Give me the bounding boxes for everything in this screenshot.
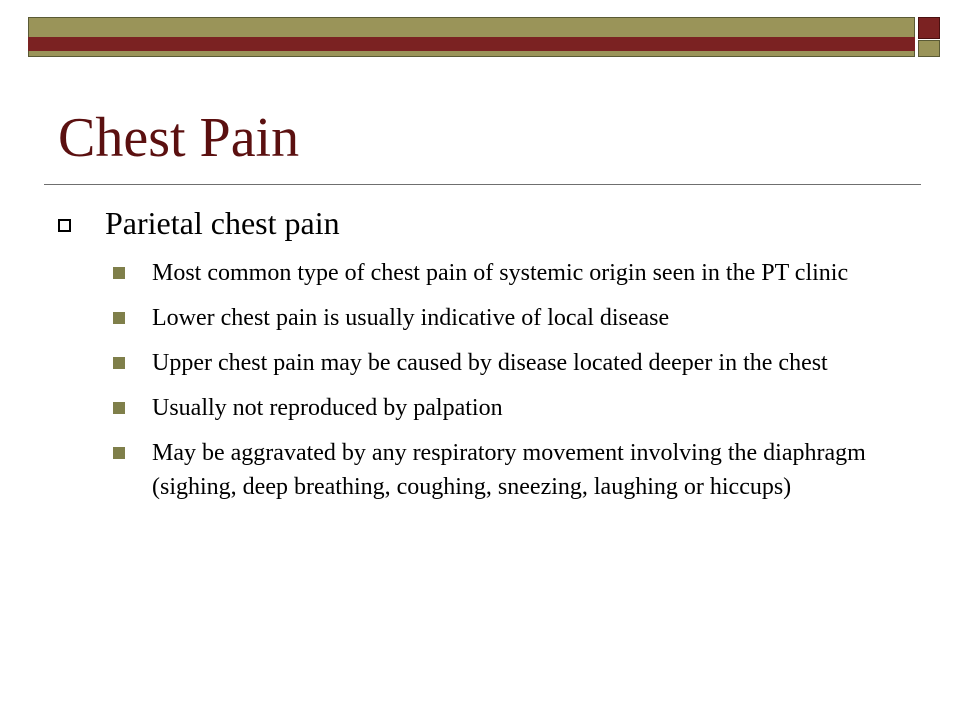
corner-olive-square — [918, 40, 940, 57]
corner-maroon-square — [918, 17, 940, 39]
sub-bullet-text: May be aggravated by any respiratory movement involving the diaphragm (sighing, deep breathing, coughing, sneezing, laughing or hiccups) — [152, 440, 866, 500]
sub-bullet-item — [113, 301, 916, 335]
filled-square-bullet-icon — [113, 357, 125, 369]
main-bullet — [56, 200, 916, 246]
filled-square-bullet-icon — [113, 402, 125, 414]
filled-square-bullet-icon — [113, 267, 125, 279]
sub-bullet-item — [113, 346, 916, 380]
title-divider — [44, 184, 921, 185]
sub-bullet-text: Usually not reproduced by palpation — [152, 395, 503, 421]
sub-bullet-list — [56, 256, 916, 504]
slide-body — [56, 200, 916, 515]
main-bullet-text: Parietal chest pain — [105, 205, 340, 241]
top-maroon-stripe — [28, 37, 915, 51]
hollow-square-bullet-icon — [58, 219, 71, 232]
sub-bullet-item — [113, 436, 916, 504]
sub-bullet-text: Most common type of chest pain of systemic origin seen in the PT clinic — [152, 260, 849, 286]
sub-bullet-item — [113, 256, 916, 290]
slide-title: Chest Pain — [58, 107, 300, 169]
sub-bullet-text: Upper chest pain may be caused by disease located deeper in the chest — [152, 350, 828, 376]
sub-bullet-item — [113, 391, 916, 425]
filled-square-bullet-icon — [113, 312, 125, 324]
sub-bullet-text: Lower chest pain is usually indicative of local disease — [152, 305, 670, 331]
filled-square-bullet-icon — [113, 447, 125, 459]
